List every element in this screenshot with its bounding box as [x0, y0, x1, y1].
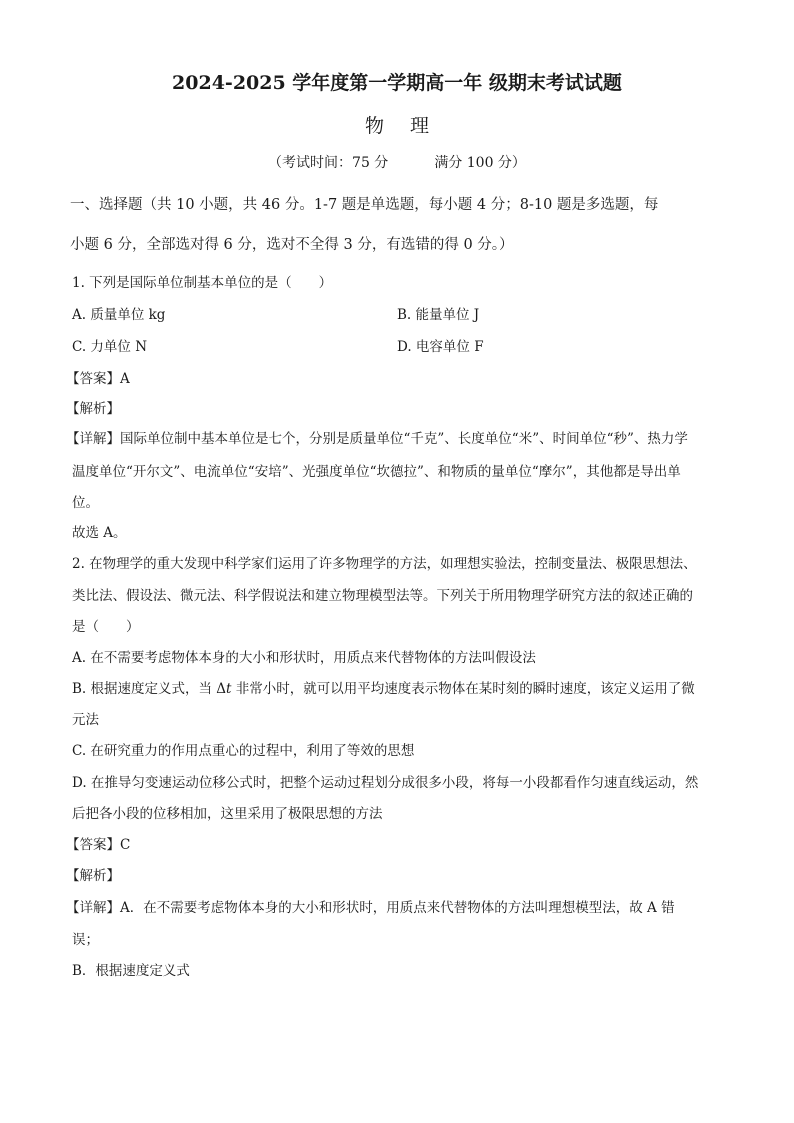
q2-option-b-text-start: B. 根据速度定义式，当 Δ — [72, 681, 227, 697]
q2-option-b-line2: 元法 — [72, 712, 99, 728]
q2-option-a: A. 在不需要考虑物体本身的大小和形状时，用质点来代替物体的方法叫假设法 — [72, 650, 536, 666]
q2-option-b-line1 — [72, 680, 695, 698]
q2-option-d-line1: D. 在推导匀变速运动位移公式时，把整个运动过程划分成很多小段，将每一小段都看作匀速直线运动，然 — [72, 775, 699, 791]
q2-analysis-label: 【解析】 — [66, 868, 120, 884]
q2-stem-line2: 类比法、假设法、微元法、科学假说法和建立物理模型法等。下列关于所用物理学研究方法的叙述正确的 — [72, 588, 693, 604]
q1-option-d: D. 电容单位 F — [397, 339, 484, 355]
exam-title: 2024-2025 学年度第一学期高一年 级期末考试试题 — [172, 72, 622, 94]
q1-analysis-label: 【解析】 — [66, 401, 120, 417]
q2-stem-line1: 2. 在物理学的重大发现中科学家们运用了许多物理学的方法，如理想实验法，控制变量法、极限思想法、 — [72, 556, 697, 572]
q1-stem: 1. 下列是国际单位制基本单位的是（ ） — [72, 275, 333, 291]
q2-detail-line1: 【详解】A．在不需要考虑物体本身的大小和形状时，用质点来代替物体的方法叫理想模型法，故 A 错 — [66, 900, 675, 916]
subject-title: 物理 — [364, 115, 455, 137]
delta-t-variable: t — [226, 681, 232, 697]
q2-option-c: C. 在研究重力的作用点重心的过程中，利用了等效的思想 — [72, 743, 415, 759]
q2-detail-line2: 误； — [72, 932, 99, 948]
q1-option-b: B. 能量单位 J — [397, 307, 480, 323]
q2-detail-b: B．根据速度定义式 — [72, 963, 190, 979]
q1-answer: 【答案】A — [66, 371, 130, 387]
q1-detail-line2: 温度单位“开尔文”、电流单位“安培”、光强度单位“坎德拉”、和物质的量单位“摩尔”，其他都是导出单 — [72, 464, 681, 480]
q2-stem-line3: 是（ ） — [72, 619, 140, 635]
full-score: 满分 100 分） — [434, 155, 526, 171]
q1-conclusion: 故选 A。 — [72, 525, 127, 541]
q2-option-d-line2: 后把各小段的位移相加，这里采用了极限思想的方法 — [72, 806, 383, 822]
exam-info — [0, 153, 794, 173]
q2-option-b-text-end: 非常小时，就可以用平均速度表示物体在某时刻的瞬时速度，该定义运用了微 — [231, 681, 695, 697]
section-heading-line1: 一、选择题（共 10 小题，共 46 分。1-7 题是单选题，每小题 4 分；8-10 题是多选题，每 — [70, 197, 659, 213]
q2-answer: 【答案】C — [66, 837, 131, 853]
exam-time: （考试时间：75 分 — [268, 155, 389, 171]
q1-detail-line3: 位。 — [72, 495, 99, 511]
q1-option-c: C. 力单位 N — [72, 339, 148, 355]
q1-option-a: A. 质量单位 kg — [72, 307, 166, 323]
q1-detail-line1: 【详解】国际单位制中基本单位是七个，分别是质量单位“千克”、长度单位“米”、时间单位“秒”、热力学 — [66, 431, 688, 447]
section-heading-line2: 小题 6 分，全部选对得 6 分，选对不全得 3 分，有选错的得 0 分。） — [70, 237, 514, 253]
